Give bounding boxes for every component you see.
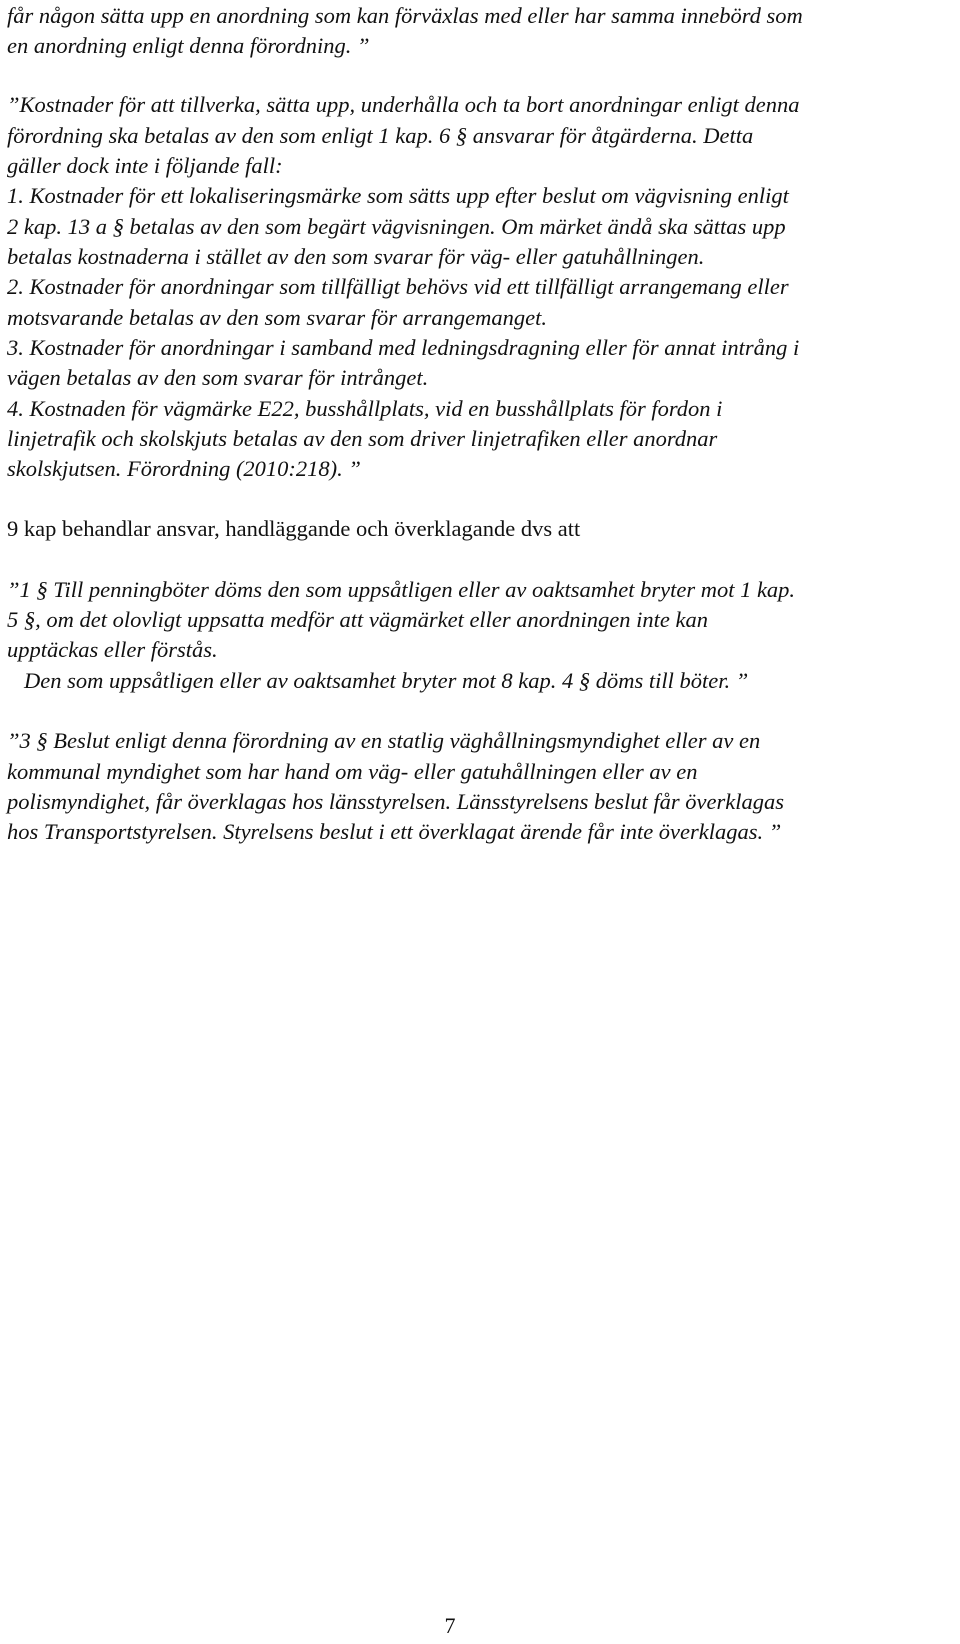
text-line: förordning ska betalas av den som enligt 1 kap. 6 § ansvarar för åtgärderna. Detta: [7, 123, 754, 148]
section-heading: 9 kap behandlar ansvar, handläggande och överklagande dvs att: [7, 516, 581, 541]
list-item: 2. Kostnader för anordningar som tillfälligt behövs vid ett tillfälligt arrangemang eller: [7, 274, 789, 299]
list-item-continued: linjetrafik och skolskjuts betalas av den som driver linjetrafiken eller anordnar: [7, 426, 718, 451]
text-line: polismyndighet, får överklagas hos länsstyrelsen. Länsstyrelsens beslut får överklagas: [7, 789, 785, 814]
text-line: ”Kostnader för att tillverka, sätta upp, underhålla och ta bort anordningar enligt denna: [7, 92, 800, 117]
list-item: 4. Kostnaden för vägmärke E22, busshållplats, vid en busshållplats för fordon i: [7, 396, 723, 421]
list-item-continued: skolskjutsen. Förordning (2010:218). ”: [7, 456, 361, 481]
text-line: gäller dock inte i följande fall:: [7, 153, 283, 178]
text-line: ”1 § Till penningböter döms den som uppsåtligen eller av oaktsamhet bryter mot 1 kap.: [7, 577, 796, 602]
list-item: 3. Kostnader för anordningar i samband med ledningsdragning eller för annat intrång i: [7, 335, 800, 360]
list-item-continued: vägen betalas av den som svarar för intrånget.: [7, 365, 429, 390]
page-number: 7: [444, 1613, 456, 1638]
text-line: får någon sätta upp en anordning som kan förväxlas med eller har samma innebörd som: [7, 3, 803, 28]
text-line: upptäckas eller förstås.: [7, 637, 218, 662]
text-line-indented: Den som uppsåtligen eller av oaktsamhet bryter mot 8 kap. 4 § döms till böter. ”: [24, 668, 749, 693]
list-item-continued: motsvarande betalas av den som svarar för arrangemanget.: [7, 305, 547, 330]
list-item: 1. Kostnader för ett lokaliseringsmärke som sätts upp efter beslut om vägvisning enligt: [7, 183, 789, 208]
text-line: en anordning enligt denna förordning. ”: [7, 33, 370, 58]
text-line: 5 §, om det olovligt uppsatta medför att vägmärket eller anordningen inte kan: [7, 607, 708, 632]
text-line: kommunal myndighet som har hand om väg- eller gatuhållningen eller av en: [7, 759, 698, 784]
text-line: ”3 § Beslut enligt denna förordning av en statlig väghållningsmyndighet eller av en: [7, 728, 761, 753]
list-item-continued: betalas kostnaderna i stället av den som svarar för väg- eller gatuhållningen.: [7, 244, 705, 269]
text-line: hos Transportstyrelsen. Styrelsens beslut i ett överklagat ärende får inte överklagas. ”: [7, 819, 782, 844]
list-item-continued: 2 kap. 13 a § betalas av den som begärt vägvisningen. Om märket ändå ska sättas upp: [7, 214, 786, 239]
